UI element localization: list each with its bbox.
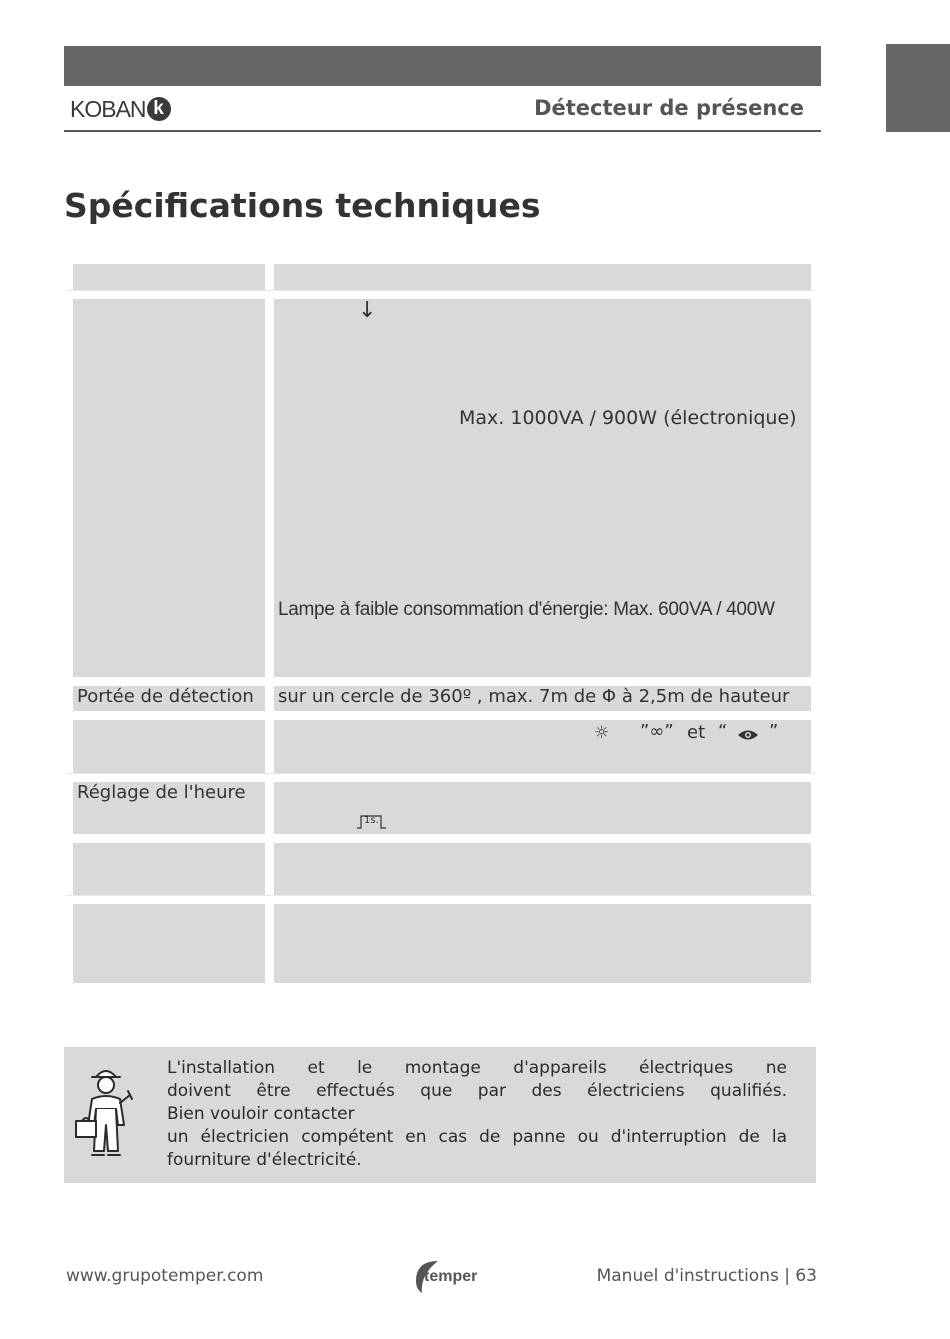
- temper-logo: [408, 1255, 488, 1295]
- spec-row-light-value: [274, 720, 811, 773]
- header-bar: [64, 46, 821, 86]
- notice-text: [167, 1057, 787, 1172]
- light-et: et: [687, 722, 706, 743]
- spec-row-time-label: [73, 782, 265, 834]
- page-title: Spécifications techniques: [64, 186, 541, 225]
- spec-row-6-value: [274, 904, 811, 983]
- notice-line: Bien vouloir contacter: [167, 1104, 355, 1124]
- spec-row-5-label: [73, 843, 265, 895]
- spec-row-time-value: [274, 782, 811, 834]
- quote-left: “: [718, 721, 728, 742]
- footer-brand: temper: [424, 1268, 478, 1285]
- notice-line: doivent être effectués que par des électriciens qualifiés.: [167, 1081, 787, 1101]
- time-label: Réglage de l'heure: [77, 782, 246, 803]
- notice-line: fourniture d'électricité.: [167, 1150, 362, 1170]
- spec-row-0-label: [73, 264, 265, 290]
- koban-logo: [70, 94, 171, 124]
- spec-row-6-label: [73, 904, 265, 983]
- logo-mark-icon: k: [147, 97, 171, 121]
- load-low-energy: Lampe à faible consommation d'énergie: Max. 600VA / 400W: [278, 599, 775, 620]
- load-electronic: Max. 1000VA / 900W (électronique): [459, 407, 797, 429]
- notice-line: un électricien compétent en cas de panne ou d'interruption de la: [167, 1127, 787, 1147]
- footer-page-info: Manuel d'instructions | 63: [596, 1266, 817, 1286]
- electrician-icon: [74, 1063, 140, 1163]
- spec-row-load-value: [274, 299, 811, 677]
- row-divider: [66, 895, 816, 896]
- section-tab: [886, 44, 950, 132]
- spec-row-range-label: [73, 686, 265, 711]
- spec-row-load-label: [73, 299, 265, 677]
- spec-row-light-label: [73, 720, 265, 773]
- spec-row-5-value: [274, 843, 811, 895]
- product-name: Détecteur de présence: [534, 96, 804, 120]
- footer-url: www.grupotemper.com: [66, 1266, 264, 1286]
- spec-row-0-value: [274, 264, 811, 290]
- eye-icon: [737, 729, 759, 741]
- safety-notice: [64, 1047, 816, 1183]
- spec-row-range-value: [274, 686, 811, 711]
- row-divider: [66, 773, 816, 774]
- detection-range-label: Portée de détection: [77, 686, 254, 707]
- pulse-icon: [356, 813, 388, 833]
- sun-icon: ☼: [594, 723, 610, 743]
- detection-range-value: sur un cercle de 360º , max. 7m de Φ à 2,5m de hauteur: [278, 686, 790, 707]
- load-arrow-icon: ↓: [358, 299, 377, 323]
- pulse-label: 1s.: [364, 815, 379, 826]
- header-divider: [64, 130, 821, 132]
- row-divider: [66, 290, 816, 291]
- notice-line: L'installation et le montage d'appareils électriques ne: [167, 1058, 787, 1078]
- infinity-symbol: ”∞”: [640, 721, 674, 742]
- logo-text: KOBAN: [70, 95, 146, 122]
- quote-right: ”: [769, 721, 779, 742]
